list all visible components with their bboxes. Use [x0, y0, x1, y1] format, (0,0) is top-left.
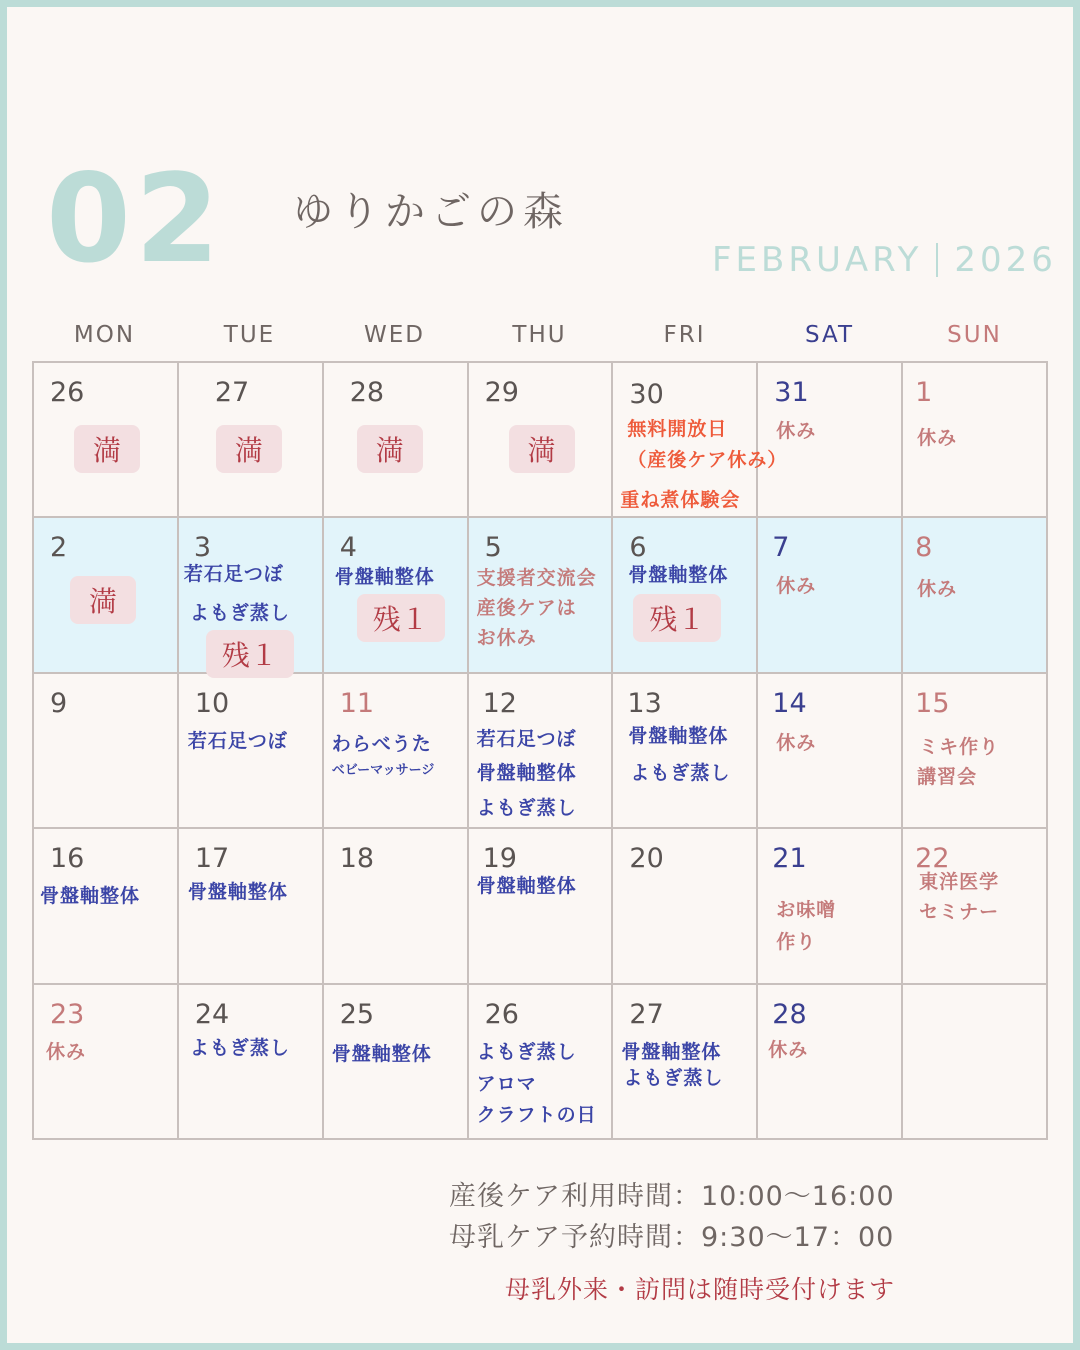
event: 骨盤軸整体: [40, 885, 141, 908]
day-cell[interactable]: [903, 363, 1048, 518]
event: お休み: [476, 627, 537, 650]
day-number: 27: [214, 377, 250, 408]
day-number: 12: [482, 687, 517, 719]
day-cell[interactable]: [179, 363, 324, 518]
day-cell[interactable]: [758, 674, 903, 829]
day-cell[interactable]: [324, 518, 469, 673]
event: よもぎ蒸し: [630, 761, 731, 784]
weekday-mon: MON: [73, 322, 136, 348]
month-year: [712, 240, 1057, 280]
day-cell[interactable]: [469, 363, 614, 518]
weekday-header: [32, 322, 1048, 348]
day-number: 2: [50, 532, 68, 564]
full-badge: 満: [509, 425, 575, 473]
event: セミナー: [919, 901, 1000, 924]
day-cell[interactable]: [34, 518, 179, 673]
event: 無料開放日: [627, 418, 728, 440]
day-cell[interactable]: [758, 363, 903, 518]
event: 休み: [776, 575, 817, 598]
day-cell[interactable]: [324, 674, 469, 829]
event: 骨盤軸整体: [187, 881, 288, 904]
event: 講習会: [917, 765, 978, 788]
event: 骨盤軸整体: [628, 724, 729, 747]
day-cell[interactable]: [34, 674, 179, 829]
day-number: 31: [774, 377, 809, 408]
full-badge: 満: [70, 576, 136, 624]
day-cell[interactable]: [34, 363, 179, 518]
day-cell[interactable]: [469, 674, 614, 829]
event: 休み: [776, 420, 817, 442]
day-cell[interactable]: [613, 829, 758, 984]
day-number: 24: [194, 998, 230, 1030]
weekday-thu: THU: [512, 322, 567, 348]
postpartum-hours: 産後ケア利用時間：10:00〜16:00: [449, 1181, 895, 1212]
day-number: 11: [339, 687, 375, 719]
day-cell[interactable]: [758, 985, 903, 1140]
org-title: ゆりかごの森: [293, 189, 569, 235]
day-number: 17: [194, 843, 230, 875]
event: 東洋医学: [919, 871, 1000, 894]
event: 休み: [776, 731, 817, 754]
weekday-sat: SAT: [804, 322, 855, 348]
weekday-fri: FRI: [663, 322, 706, 348]
event: よもぎ蒸し: [476, 1040, 577, 1063]
weekday-sun: SUN: [947, 322, 1002, 348]
event: 骨盤軸整体: [476, 875, 577, 898]
day-number: 16: [50, 843, 85, 875]
event: わらべうた: [331, 732, 432, 755]
event: 若石足つぼ: [187, 729, 288, 752]
day-number: 29: [484, 377, 519, 408]
day-number: 26: [50, 377, 85, 408]
day-cell[interactable]: [469, 985, 614, 1140]
day-cell[interactable]: [34, 985, 179, 1140]
day-number: 19: [482, 843, 517, 875]
event: クラフトの日: [476, 1103, 597, 1126]
full-badge: 満: [74, 425, 140, 473]
day-number: 22: [915, 843, 950, 875]
day-number: 3: [193, 532, 212, 564]
month-name: FEBRUARY: [712, 240, 923, 280]
day-number: 15: [915, 687, 950, 719]
remaining-badge: 残１: [206, 630, 294, 678]
day-number: 27: [629, 998, 664, 1030]
day-number: 7: [772, 532, 790, 564]
full-badge: 満: [357, 425, 423, 473]
day-number: 14: [772, 687, 807, 719]
day-cell[interactable]: [179, 985, 324, 1140]
day-number: 6: [629, 532, 647, 564]
event: アロマ: [476, 1072, 537, 1095]
day-cell[interactable]: [903, 518, 1048, 673]
event: ベビーマッサージ: [331, 762, 435, 778]
event: 骨盤軸整体: [621, 1040, 722, 1063]
weekday-wed: WED: [364, 322, 425, 348]
day-number: 5: [484, 532, 502, 564]
calendar-grid: [32, 361, 1048, 1140]
day-cell[interactable]: [613, 674, 758, 829]
day-cell[interactable]: [179, 829, 324, 984]
day-cell[interactable]: [324, 985, 469, 1140]
day-cell[interactable]: [179, 674, 324, 829]
event: 若石足つぼ: [183, 563, 284, 586]
day-cell[interactable]: [34, 829, 179, 984]
event: 休み: [917, 578, 958, 601]
day-cell[interactable]: [469, 518, 614, 673]
day-number: 4: [339, 532, 357, 564]
event: 骨盤軸整体: [628, 564, 729, 587]
remaining-badge: 残１: [357, 594, 445, 642]
event: （産後ケア休み）: [627, 449, 788, 471]
event: 休み: [768, 1038, 809, 1061]
day-number: 30: [629, 379, 664, 410]
day-cell[interactable]: [324, 363, 469, 518]
day-number: 8: [915, 532, 933, 564]
day-number: 25: [339, 998, 375, 1030]
day-cell[interactable]: [758, 829, 903, 984]
day-cell[interactable]: [903, 674, 1048, 829]
day-cell[interactable]: [613, 985, 758, 1140]
divider: [936, 243, 938, 277]
event: よもぎ蒸し: [189, 1036, 290, 1059]
day-number: 1: [915, 377, 933, 408]
day-cell[interactable]: [469, 829, 614, 984]
day-cell[interactable]: [758, 518, 903, 673]
day-cell-empty: [903, 985, 1048, 1140]
day-number: 10: [194, 687, 230, 719]
walk-in-note: 母乳外来・訪問は随時受付けます: [505, 1275, 896, 1304]
event: 骨盤軸整体: [331, 1042, 432, 1065]
event: よもぎ蒸し: [623, 1066, 724, 1089]
day-cell[interactable]: [903, 829, 1048, 984]
day-cell[interactable]: [324, 829, 469, 984]
day-cell[interactable]: [613, 363, 788, 518]
day-number: 13: [627, 687, 662, 719]
day-cell[interactable]: [179, 518, 324, 673]
event: 休み: [917, 427, 958, 449]
day-number: 20: [629, 843, 664, 875]
event: 骨盤軸整体: [334, 566, 435, 589]
event: よもぎ蒸し: [476, 796, 577, 819]
year: 2026: [954, 240, 1057, 280]
event: お味噌: [776, 899, 837, 922]
event: 休み: [46, 1040, 87, 1063]
day-number: 28: [772, 998, 807, 1030]
event: 産後ケアは: [476, 597, 577, 620]
day-number: 28: [349, 377, 385, 408]
month-number: 02: [46, 148, 224, 290]
day-number: 9: [50, 687, 68, 719]
event: 若石足つぼ: [476, 727, 577, 750]
day-number: 18: [339, 843, 375, 875]
full-badge: 満: [216, 425, 282, 473]
event: 骨盤軸整体: [476, 761, 577, 784]
event: 作り: [776, 931, 817, 954]
remaining-badge: 残１: [633, 594, 721, 642]
event: 支援者交流会: [476, 567, 597, 590]
event: 重ね煮体験会: [620, 489, 741, 511]
breastfeeding-hours: 母乳ケア予約時間：9:30〜17：00: [449, 1222, 895, 1253]
event: ミキ作り: [919, 735, 1000, 758]
day-number: 26: [484, 998, 519, 1030]
weekday-tue: TUE: [223, 322, 276, 348]
day-cell[interactable]: [613, 518, 758, 673]
day-number: 21: [772, 843, 807, 875]
day-number: 23: [50, 998, 85, 1030]
event: よもぎ蒸し: [189, 602, 290, 625]
